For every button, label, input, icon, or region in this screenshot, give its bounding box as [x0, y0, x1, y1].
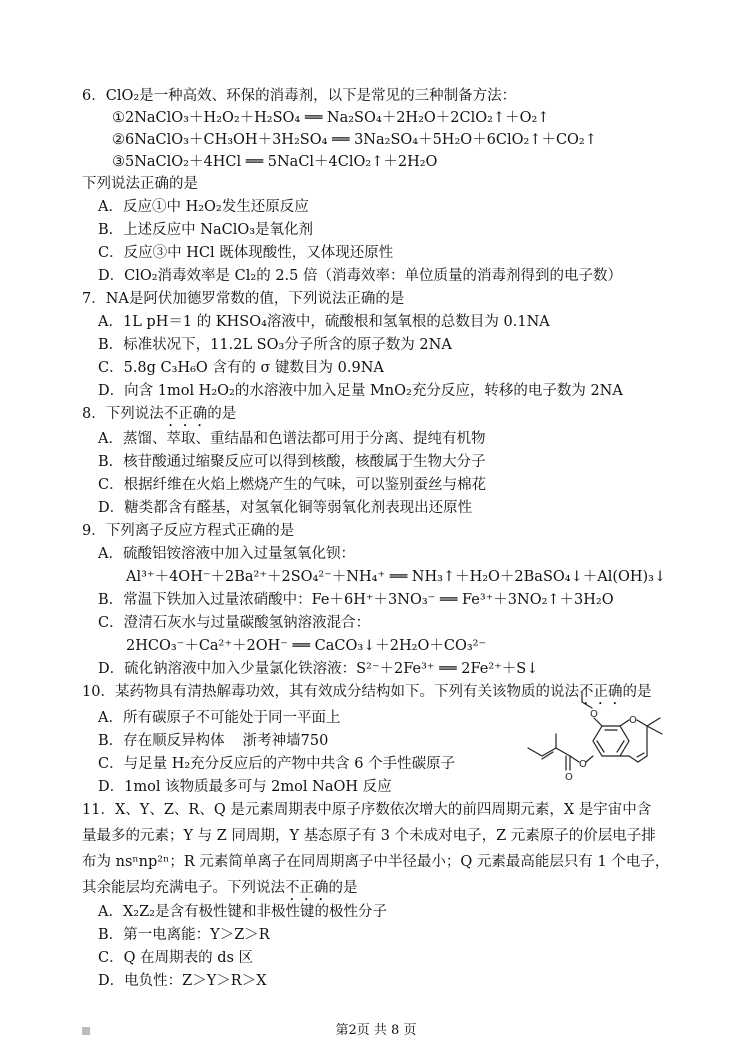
q8-stem-emphasis: 不正确: [163, 406, 208, 422]
q11-option-a: A．X₂Z₂是含有极性键和非极性键的极性分子: [98, 904, 387, 920]
q6-reaction-1: ①2NaClO₃＋H₂O₂＋H₂SO₄ ══ Na₂SO₄＋2H₂O＋2ClO₂↑＋O₂↑: [112, 110, 550, 126]
q6-reaction-2: ②6NaClO₃＋CH₃OH＋3H₂SO₄ ══ 3Na₂SO₄＋5H₂O＋6ClO₂↑＋CO₂↑: [112, 132, 597, 148]
q11-option-d: D．电负性：Z＞Y＞R＞X: [98, 973, 267, 989]
q6-option-c: C．反应③中 HCl 既体现酸性，又体现还原性: [98, 245, 394, 261]
q7-option-c: C．5.8g C₃H₆O 含有的 σ 键数目为 0.9NA: [98, 360, 384, 376]
q8-stem: [82, 404, 236, 430]
carbonyl-oxygen-label: O: [565, 772, 573, 783]
q7-stem: 7．NA是阿伏加德罗常数的值，下列说法正确的是: [82, 291, 405, 307]
q7-option-d: D．向含 1mol H₂O₂的水溶液中加入足量 MnO₂充分反应，转移的电子数为 2NA: [98, 383, 623, 399]
q6-option-d: D．ClO₂消毒效率是 Cl₂的 2.5 倍（消毒效率：单位质量的消毒剂得到的电子数）: [98, 268, 622, 284]
q6-option-a: A．反应①中 H₂O₂发生还原反应: [98, 199, 309, 215]
q6-prompt: 下列说法正确的是: [82, 176, 198, 192]
q7-option-b: B．标准状况下，11.2L SO₃分子所含的原子数为 2NA: [98, 337, 452, 353]
q9-option-c-equation: 2HCO₃⁻＋Ca²⁺＋2OH⁻ ══ CaCO₃↓＋2H₂O＋CO₃²⁻: [126, 638, 487, 654]
q11-stem-line-2: 量最多的元素；Y 与 Z 同周期，Y 基态原子有 3 个未成对电子，Z 元素原子的价层电子排: [82, 828, 656, 844]
q10-watermark-note: 浙考神墙750: [242, 733, 329, 749]
q8-stem-pre: 8．下列说法: [82, 406, 164, 422]
q9-option-c: C．澄清石灰水与过量碳酸氢钠溶液混合：: [98, 615, 371, 631]
q10-option-a: A．所有碳原子不可能处于同一平面上: [98, 710, 341, 726]
q10-stem-emphasis: 不正确: [578, 684, 623, 700]
q11-option-b: B．第一电离能：Y＞Z＞R: [98, 927, 270, 943]
q11-option-c: C．Q 在周期表的 ds 区: [98, 950, 254, 966]
q11-stem-pre: 其余能层均充满电子。下列说法: [82, 880, 285, 896]
q10-option-b-text: B．存在顺反异构体: [98, 733, 225, 749]
molecule-structure-diagram: [510, 690, 685, 785]
ring-oxygen-label: O: [629, 715, 637, 726]
q6-stem: 6．ClO₂是一种高效、环保的消毒剂，以下是常见的三种制备方法：: [82, 88, 517, 104]
q10-stem-pre: 10．某药物具有清热解毒功效，其有效成分结构如下。下列有关该物质的说法: [82, 684, 579, 700]
q8-stem-post: 的是: [207, 406, 237, 422]
q11-stem-line-1: 11．X、Y、Z、R、Q 是元素周期表中原子序数依次增大的前四周期元素，X 是宇宙中含: [82, 802, 652, 818]
q11-stem-post: 的是: [328, 880, 358, 896]
q8-option-b: B．核苷酸通过缩聚反应可以得到核酸，核酸属于生物大分子: [98, 454, 486, 470]
q9-option-a-equation: Al³⁺＋4OH⁻＋2Ba²⁺＋2SO₄²⁻＋NH₄⁺ ══ NH₃↑＋H₂O＋2BaSO₄↓＋Al(OH)₃↓: [126, 569, 667, 585]
q8-option-a: A．蒸馏、萃取、重结晶和色谱法都可用于分离、提纯有机物: [98, 431, 486, 447]
q9-option-d: D．硫化钠溶液中加入少量氯化铁溶液：S²⁻＋2Fe³⁺ ══ 2Fe²⁺＋S↓: [98, 661, 539, 677]
q10-option-c: C．与足量 H₂充分反应后的产物中共含 6 个手性碳原子: [98, 756, 456, 772]
methoxy-oxygen-label: O: [590, 709, 598, 720]
q9-option-a: A．硫酸铝铵溶液中加入过量氢氧化钡：: [98, 546, 355, 562]
q11-stem-line-4: [82, 878, 358, 904]
q6-reaction-3: ③5NaClO₂＋4HCl ══ 5NaCl＋4ClO₂↑＋2H₂O: [112, 154, 438, 170]
q8-option-c: C．根据纤维在火焰上燃烧产生的气味，可以鉴别蚕丝与棉花: [98, 477, 487, 493]
q8-option-d: D．糖类都含有醛基，对氢氧化铜等弱氧化剂表现出还原性: [98, 500, 473, 516]
q9-option-b: B．常温下铁加入过量浓硝酸中：Fe＋6H⁺＋3NO₃⁻ ══ Fe³⁺＋3NO₂↑＋3H₂O: [98, 592, 614, 608]
q10-stem-post: 的是: [622, 684, 652, 700]
q11-stem-line-3: 布为 nsⁿnp²ⁿ；R 元素简单离子在同周期离子中半径最小；Q 元素最高能层只有 1 个电子，: [82, 854, 670, 870]
q10-option-b: [98, 731, 328, 751]
q6-option-b: B．上述反应中 NaClO₃是氧化剂: [98, 222, 314, 238]
ester-oxygen-label: O: [579, 759, 587, 770]
q11-stem-emphasis: 不正确: [285, 880, 329, 896]
q7-option-a: A．1L pH＝1 的 KHSO₄溶液中，硫酸根和氢氧根的总数目为 0.1NA: [98, 314, 550, 330]
q10-option-d: D．1mol 该物质最多可与 2mol NaOH 反应: [98, 779, 392, 795]
page-footer: 第2页 共 8 页: [335, 1023, 417, 1038]
q9-stem: 9．下列离子反应方程式正确的是: [82, 523, 295, 539]
